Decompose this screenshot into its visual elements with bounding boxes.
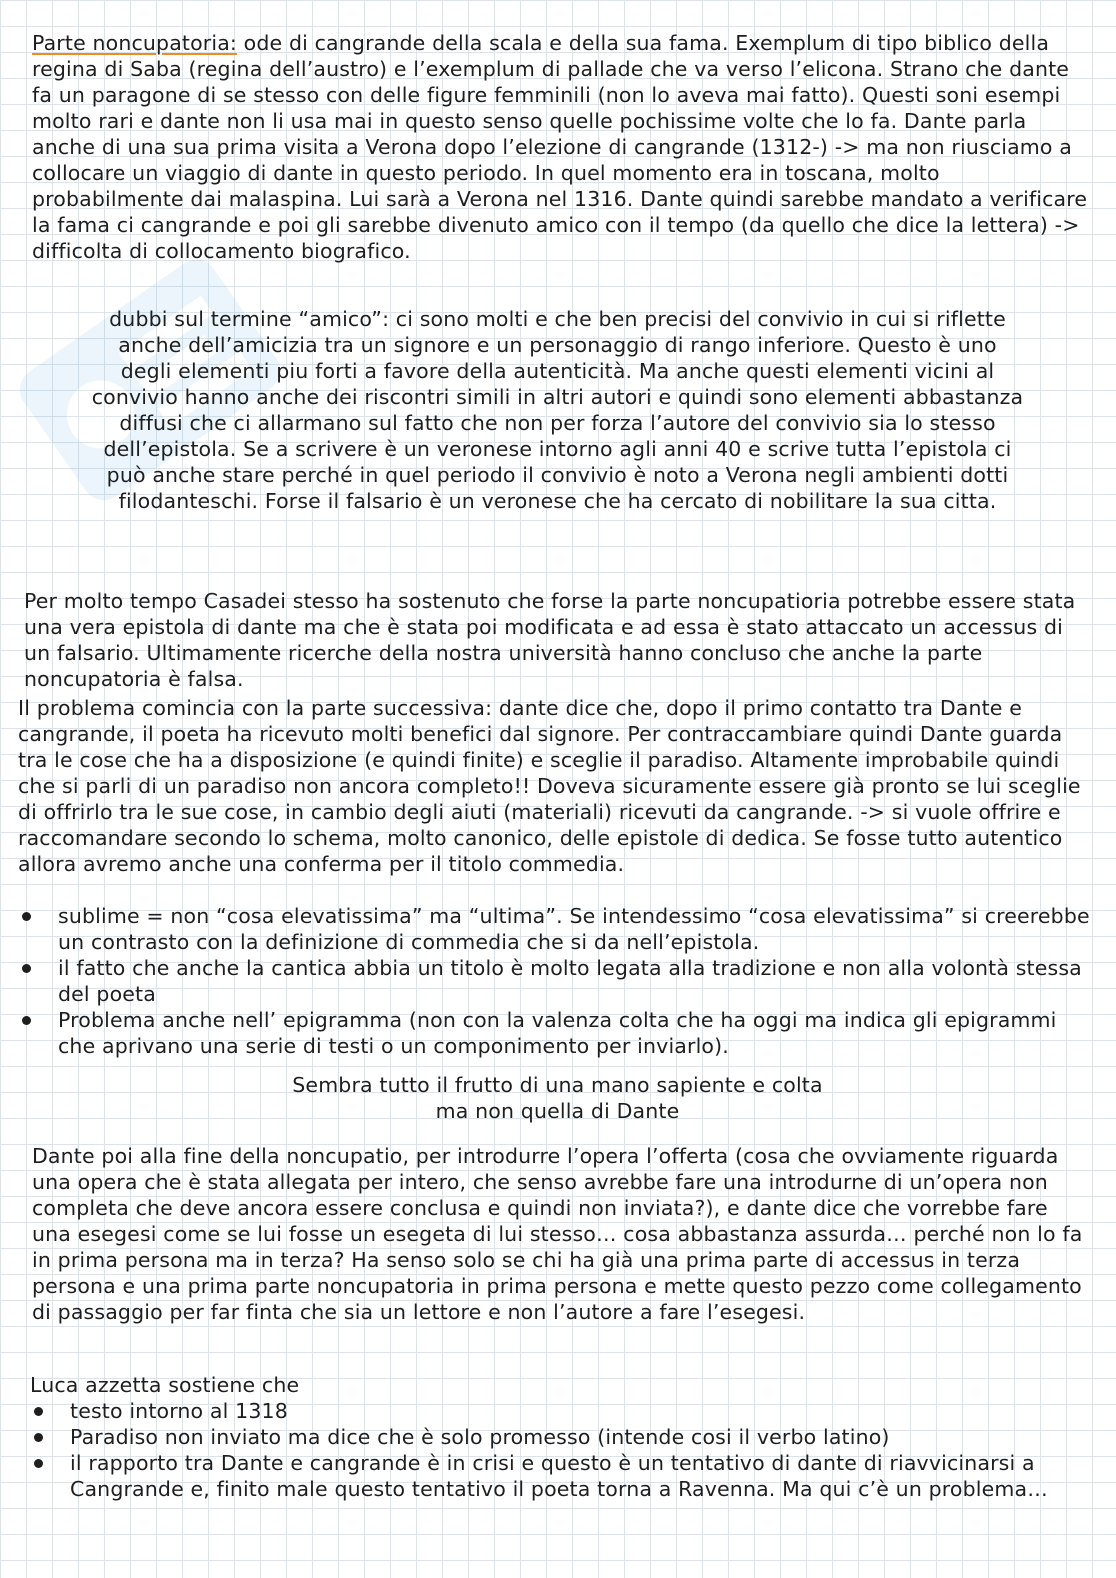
centered-block-text: dubbi sul termine “amico”: ci sono molti e che ben precisi del convivio in cui si riflette anche dell’amicizia tra un signore e un personaggio di rango inferiore. Questo è uno degli elementi piu forti a favore della autenticità. Ma anche questi elementi vicini al convivio hanno anche dei riscontri simili in altri autori e quindi sono elementi abbastanza diffusi che ci allarmano sul fatto che non per forza l’autore del convivio sia lo stesso dell’epistola. Se a scrivere è un veronese intorno agli anni 40 e scrive tutta l’epistola ci può anche stare perché in quel periodo il convivio è noto a Verona negli ambienti dotti filodanteschi. Forse il falsario è un veronese che ha cercato di nobilitare la sua citta.	[91, 307, 1024, 513]
list-item-text: Paradiso non inviato ma dice che è solo promesso (intende cosi il verbo latino)	[70, 1425, 890, 1449]
list-item	[30, 1398, 1096, 1424]
bullet-list-1	[18, 903, 1096, 1059]
section-noncupatoria	[32, 30, 1092, 264]
bullet-icon	[34, 1459, 43, 1468]
list-item	[18, 1007, 1096, 1059]
list-item	[30, 1450, 1096, 1502]
quote-line-2: ma non quella di Dante	[435, 1099, 680, 1123]
paragraph-problema-text: Il problema comincia con la parte successiva: dante dice che, dopo il primo contatto tra Dante e cangrande, il poeta ha ricevuto molti benefici dal signore. Per contraccambiare quindi Dante guarda tra le cose che ha a disposizione (e quindi finite) e sceglie il paradiso. Altamente improbabile quindi che si parli di un paradiso non ancora completo!! Doveva sicuramente essere già pronto se lui sceglie di offrirlo tra le sue cose, in cambio degli aiuti (materiali) ricevuti da cangrande. -> si vuole offrire e raccomandare secondo lo schema, molto canonico, delle epistole di dedica. Se fosse tutto autentico allora avremo anche una conferma per il titolo commedia.	[18, 696, 1081, 876]
bullet-icon	[34, 1407, 43, 1416]
paragraph-problema	[18, 695, 1096, 877]
heading-noncupatoria: Parte noncupatoria:	[32, 31, 237, 55]
paragraph-noncupatoria-text: ode di cangrande della scala e della sua fama. Exemplum di tipo biblico della regina di Saba (regina dell’austro) e l’exemplum di pallade che va verso l’elicona. Strano che dante fa un paragone di se stesso con delle figure femminili (non lo aveva mai fatto). Questi soni esempi molto rari e dante non li usa mai in questo senso quelle pochissime volte che lo fa. Dante parla anche di una sua prima visita a Verona dopo l’elezione di cangrande (1312-) -> ma non riusciamo a collocare un viaggio di dante in questo periodo. In quel momento era in toscana, molto probabilmente dai malaspina. Lui sarà a Verona nel 1316. Dante quindi sarebbe mandato a verificare la fama ci cangrande e poi gli sarebbe divenuto amico con il tempo (da quello che dice la lettera) -> difficolta di collocamento biografico.	[32, 31, 1088, 263]
bullet-icon	[22, 1016, 31, 1025]
paragraph-noncupatio	[32, 1143, 1092, 1325]
centered-quote	[90, 1072, 1025, 1124]
list-item	[18, 955, 1096, 1007]
section-azzetta	[30, 1372, 1096, 1502]
paragraph-casadei-text: Per molto tempo Casadei stesso ha sostenuto che forse la parte noncupatioria potrebbe essere stata una vera epistola di dante ma che è stata poi modificata e ad essa è stato attaccato un accessus di un falsario. Ultimamente ricerche della nostra università hanno concluso che anche la parte noncupatoria è falsa.	[24, 589, 1076, 691]
centered-block-amico	[90, 306, 1025, 514]
quote-line-1: Sembra tutto il frutto di una mano sapiente e colta	[292, 1073, 823, 1097]
list-item-text: il rapporto tra Dante e cangrande è in crisi e questo è un tentativo di dante di riavvicinarsi a Cangrande e, finito male questo tentativo il poeta torna a Ravenna. Ma qui c’è un problema…	[70, 1451, 1048, 1501]
list-item	[18, 903, 1096, 955]
paragraph-casadei	[24, 588, 1092, 692]
list-item-text: Problema anche nell’ epigramma (non con la valenza colta che ha oggi ma indica gli epigrammi che aprivano una serie di testi o un componimento per inviarlo).	[58, 1008, 1057, 1058]
list-item-text: il fatto che anche la cantica abbia un titolo è molto legata alla tradizione e non alla volontà stessa del poeta	[58, 956, 1082, 1006]
paragraph-noncupatio-text: Dante poi alla fine della noncupatio, per introdurre l’opera l’offerta (cosa che ovviamente riguarda una opera che è stata allegata per intero, che senso avrebbe fare una introdurne di un’opera non completa che deve ancora essere conclusa e quindi non inviata?), e dante dice che vorrebbe fare una esegesi come se lui fosse un esegeta di lui stesso… cosa abbastanza assurda… perché non lo fa in prima persona ma in terza? Ha senso solo se chi ha già una prima parte di accessus in terza persona e una prima parte noncupatoria in prima persona e mette questo pezzo come collegamento di passaggio per far finta che sia un lettore e non l’autore a fare l’esegesi.	[32, 1144, 1083, 1324]
bullet-icon	[34, 1433, 43, 1442]
bullet-icon	[22, 964, 31, 973]
list-item	[30, 1424, 1096, 1450]
bullet-icon	[22, 912, 31, 921]
list-item-text: testo intorno al 1318	[70, 1399, 288, 1423]
list-item-text: sublime = non “cosa elevatissima” ma “ultima”. Se intendessimo “cosa elevatissima” si creerebbe un contrasto con la definizione di commedia che si da nell’epistola.	[58, 904, 1090, 954]
azzetta-intro: Luca azzetta sostiene che	[30, 1373, 300, 1397]
paragraph-noncupatoria	[32, 30, 1092, 264]
